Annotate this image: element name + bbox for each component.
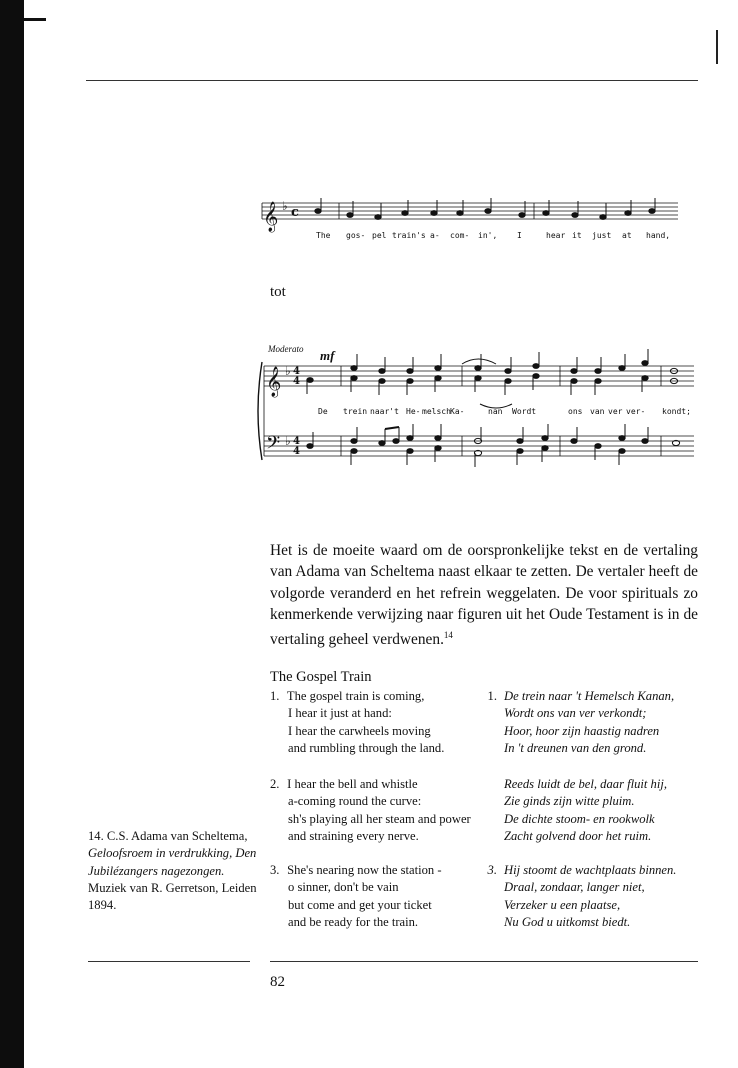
verse-line: Wordt ons van ver verkondt;	[504, 706, 647, 721]
verse-line: Zacht golvend door het ruim.	[504, 829, 652, 844]
score2-syllable: naar't	[370, 407, 399, 416]
score1-clef	[263, 199, 299, 233]
verse-line: Verzeker u een plaatse,	[504, 897, 621, 912]
svg-text:4: 4	[293, 446, 300, 457]
score2-syllable: He-	[406, 407, 421, 416]
stanza-number: 3.	[270, 863, 280, 877]
svg-text:4: 4	[293, 376, 300, 387]
footnote-author: C.S. Adama van Scheltema,	[106, 829, 248, 843]
dutch-stanza-2	[479, 776, 667, 846]
score1-lyrics	[316, 231, 670, 240]
verse-line: De trein naar 't Hemelsch Kanan,	[504, 689, 675, 703]
verse-line: I hear it just at hand:	[288, 706, 392, 721]
score2-syllable: trein	[343, 407, 368, 416]
footer-rule-left	[88, 961, 250, 962]
score2-syllable: van	[590, 407, 605, 416]
dutch-stanza-3	[479, 862, 676, 932]
svg-text:♭: ♭	[282, 199, 288, 213]
music-score	[0, 0, 738, 500]
score1-syllable: gos-	[346, 231, 366, 240]
score1-syllable: train's	[392, 231, 426, 240]
score2-syllable: ons	[568, 407, 583, 416]
score2-syllable: melsch	[422, 407, 451, 416]
score2-syllable: ver-	[626, 407, 646, 416]
footnote-reference: 14	[443, 630, 453, 641]
english-stanza-1	[270, 688, 444, 758]
verse-line: Zie ginds zijn witte pluim.	[504, 794, 635, 809]
score1-notes	[315, 198, 655, 219]
paragraph-text: Het is de moeite waard om de oorspronkelijke tekst en de vertaling van Adama van Scheltema naast elkaar te zetten. De vertaler heeft de volgorde veranderd en het refrein weggelaten. De voor spirituals zo kenmerkende verwijzing naar figuren uit het Oude Testament is in de vertaling geheel verdwenen.	[270, 542, 698, 649]
score1-syllable: in',	[478, 231, 498, 240]
poem-title: The Gospel Train	[270, 669, 372, 685]
verse-line: Hij stoomt de wachtplaats binnen.	[504, 863, 677, 877]
dynamic-marking: mf	[320, 348, 335, 363]
score1-staff	[262, 203, 678, 219]
score1-syllable: hear	[546, 231, 566, 240]
score1-syllable: hand,	[646, 231, 671, 240]
score2-syllable: Ka-	[450, 407, 465, 416]
svg-text:4: 4	[293, 436, 300, 447]
footnote	[88, 828, 258, 914]
svg-text:𝄞: 𝄞	[266, 367, 282, 397]
page-number: 82	[270, 974, 285, 990]
score1-syllable: a-	[430, 231, 440, 240]
verse-line: Nu God u uitkomst biedt.	[504, 915, 631, 930]
svg-text:4: 4	[293, 366, 300, 377]
verse-line: In 't dreunen van den grond.	[504, 741, 647, 756]
svg-text:𝄢: 𝄢	[266, 433, 281, 458]
verse-line: I hear the carwheels moving	[288, 723, 431, 738]
stanza-number: 1.	[270, 689, 280, 703]
connector-word: tot	[270, 284, 286, 300]
english-stanza-2	[270, 776, 471, 846]
score1-syllable: just	[592, 231, 612, 240]
verse-line: o sinner, don't be vain	[288, 880, 399, 895]
verse-line: a-coming round the curve:	[288, 794, 422, 809]
footnote-number: 14.	[88, 829, 104, 843]
verse-line: Hoor, hoor zijn haastig nadren	[504, 723, 660, 738]
svg-text:𝄞: 𝄞	[263, 202, 279, 232]
svg-text:♭: ♭	[285, 434, 291, 448]
score2-lyrics	[318, 407, 691, 416]
stanza-number: 1.	[487, 689, 497, 703]
tempo-marking: Moderato	[268, 344, 304, 354]
verse-line: and straining every nerve.	[288, 829, 419, 844]
score2-clefs	[266, 364, 300, 458]
verse-line: sh's playing all her steam and power	[288, 811, 471, 826]
score2-syllable: Wordt	[512, 407, 537, 416]
verse-line: She's nearing now the station -	[287, 863, 442, 877]
verse-line: but come and get your ticket	[288, 897, 432, 912]
score1-syllable: it	[572, 231, 582, 240]
verse-line: Reeds luidt de bel, daar fluit hij,	[504, 777, 667, 791]
stanza-number: 2.	[270, 777, 280, 791]
verse-line: and be ready for the train.	[288, 915, 419, 930]
score1-syllable: pel	[372, 231, 387, 240]
footnote-publication: Muziek van R. Gerretson, Leiden 1894.	[88, 880, 257, 913]
score2-syllable: nan	[488, 407, 503, 416]
verse-line: I hear the bell and whistle	[287, 777, 418, 791]
dutch-stanza-1	[479, 688, 674, 758]
footnote-title: Geloofsroem in verdrukking, Den Jubilézangers nagezongen.	[88, 846, 257, 878]
svg-text:c: c	[291, 205, 299, 220]
score2-syllable: kondt;	[662, 407, 691, 416]
score1-syllable: at	[622, 231, 632, 240]
score2-syllable: De	[318, 407, 328, 416]
footer-rule-right	[270, 961, 698, 962]
verse-line: Draal, zondaar, langer niet,	[504, 880, 645, 895]
score2-syllable: ver	[608, 407, 623, 416]
english-stanza-3	[270, 862, 442, 932]
verse-line: The gospel train is coming,	[286, 689, 425, 703]
body-paragraph	[270, 540, 698, 651]
score1-syllable: The	[316, 231, 331, 240]
verse-line: De dichte stoom- en rookwolk	[504, 811, 655, 826]
score1-syllable: com-	[450, 231, 470, 240]
score1-syllable: I	[517, 231, 522, 240]
svg-text:♭: ♭	[285, 364, 291, 378]
stanza-number: 3.	[487, 863, 497, 877]
verse-line: and rumbling through the land.	[288, 741, 445, 756]
